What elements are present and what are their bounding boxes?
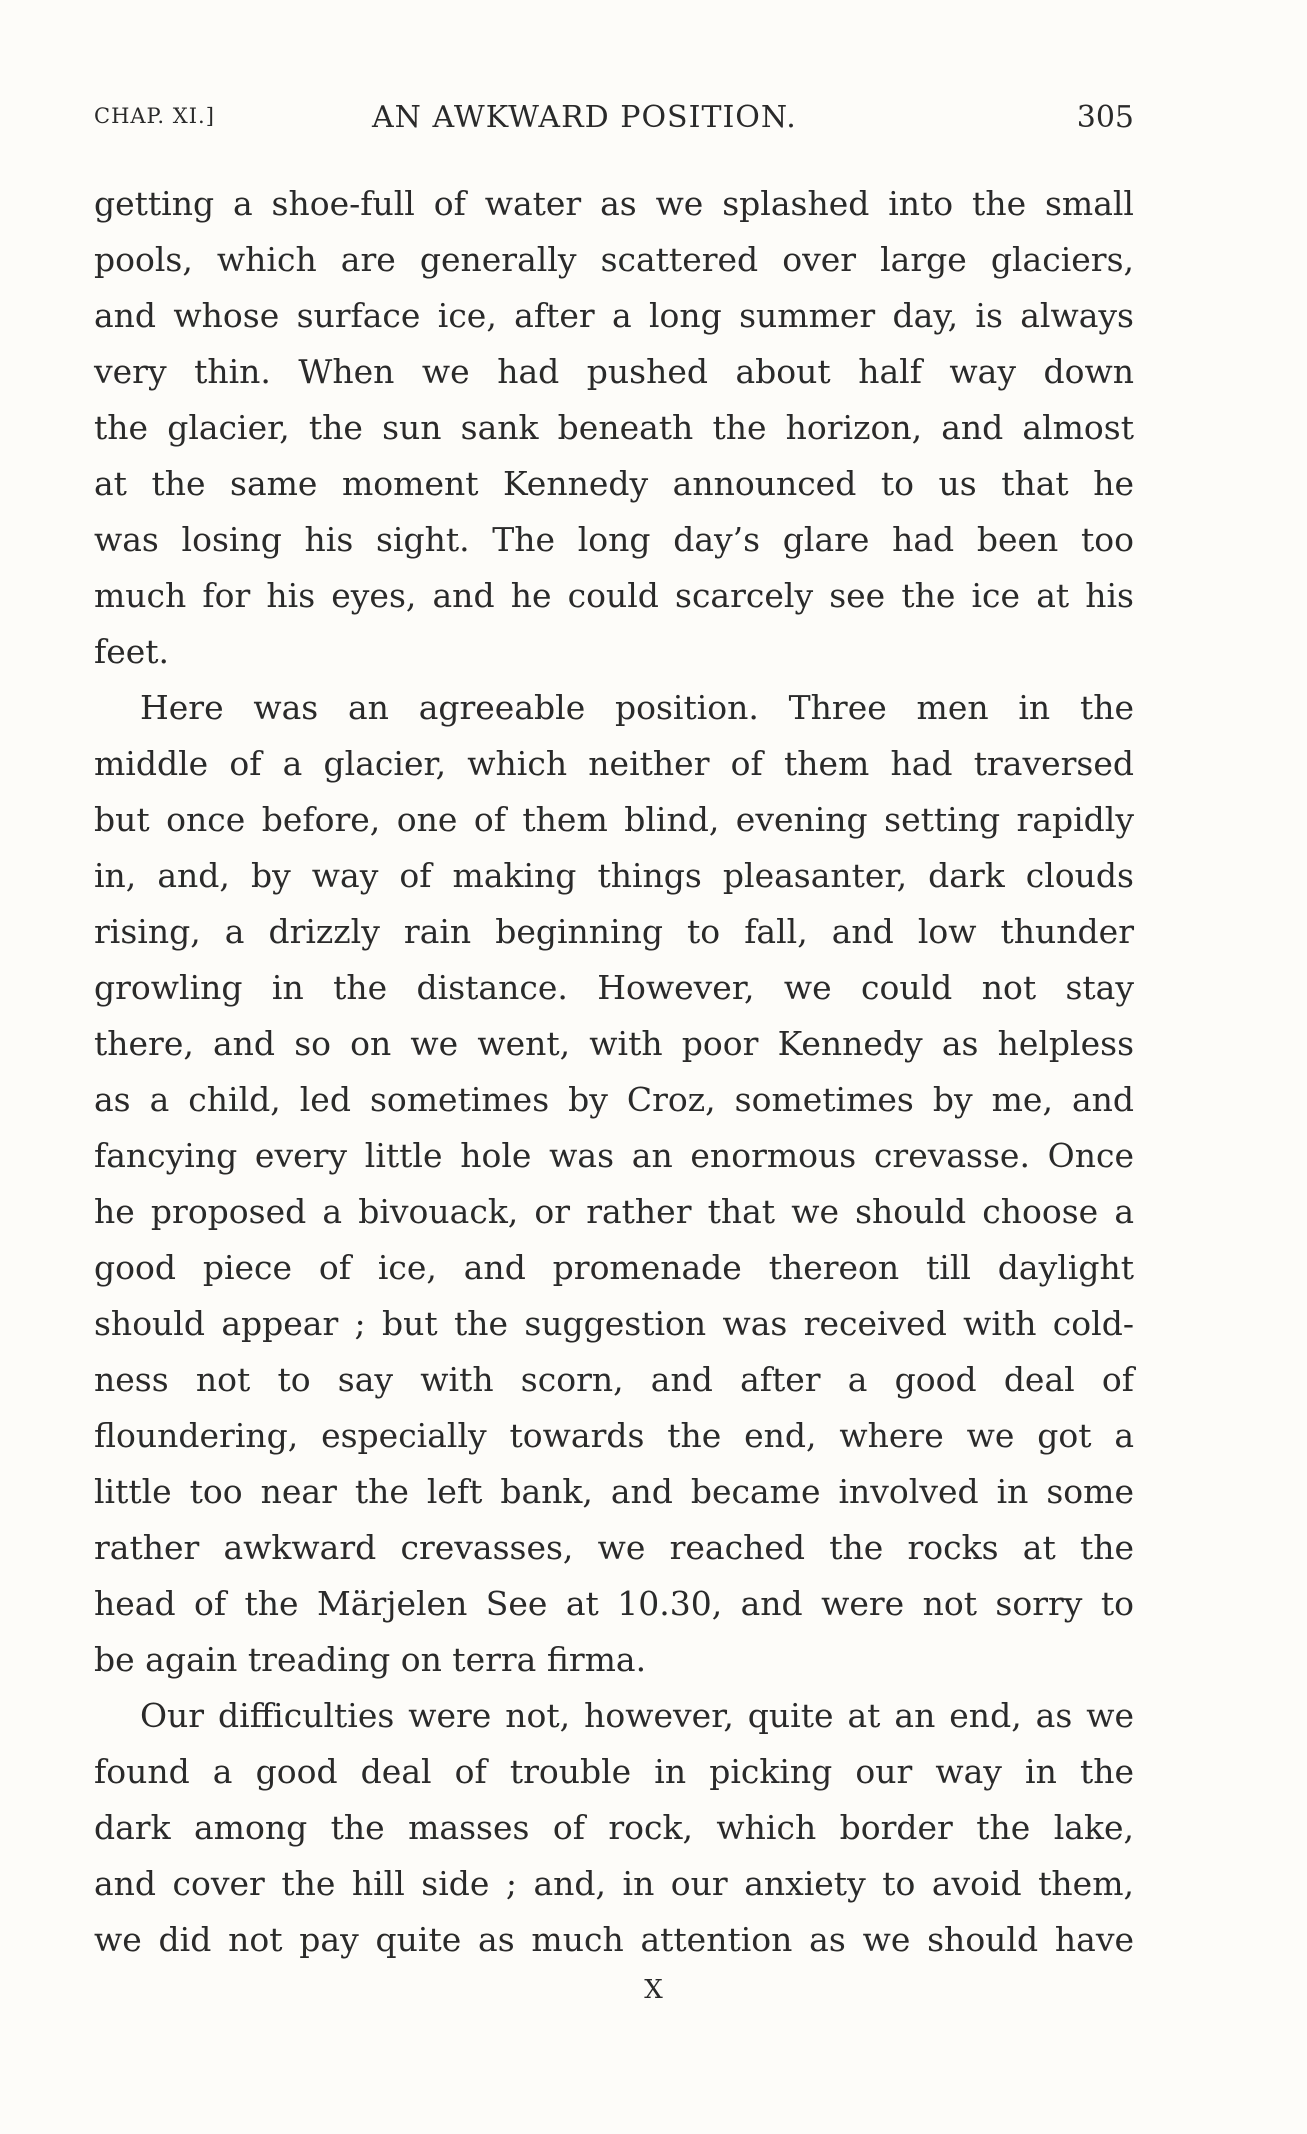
signature-mark: X xyxy=(644,1975,663,2005)
text-line: ness not to say with scorn, and after a good deal of xyxy=(94,1360,1134,1399)
text-line: rising, a drizzly rain beginning to fall, and low thunder xyxy=(94,912,1134,951)
chapter-title: AN AWKWARD POSITION. xyxy=(372,100,797,135)
text-line: rather awkward crevasses, we reached the rocks at the xyxy=(94,1528,1134,1567)
text-line: should appear ; but the suggestion was received with cold- xyxy=(94,1304,1134,1343)
text-line: head of the Märjelen See at 10.30, and were not sorry to xyxy=(94,1584,1134,1623)
text-line: pools, which are generally scattered over large glaciers, xyxy=(94,240,1134,279)
text-line: the glacier, the sun sank beneath the horizon, and almost xyxy=(94,408,1134,447)
text-line: we did not pay quite as much attention as we should have xyxy=(94,1920,1134,1959)
text-line: he proposed a bivouack, or rather that we should choose a xyxy=(94,1192,1134,1231)
text-line: middle of a glacier, which neither of them had traversed xyxy=(94,744,1134,783)
text-line: was losing his sight. The long day’s glare had been too xyxy=(94,520,1134,559)
text-line: little too near the left bank, and became involved in some xyxy=(94,1472,1134,1511)
text-line: feet. xyxy=(94,632,170,671)
paragraph-start-line: Here was an agreeable position. Three men in the xyxy=(140,688,1134,727)
text-line: very thin. When we had pushed about half way down xyxy=(94,352,1134,391)
text-line: at the same moment Kennedy announced to us that he xyxy=(94,464,1134,503)
text-line: fancying every little hole was an enormous crevasse. Once xyxy=(94,1136,1134,1175)
text-line: found a good deal of trouble in picking our way in the xyxy=(94,1752,1134,1791)
text-line: as a child, led sometimes by Croz, sometimes by me, and xyxy=(94,1080,1134,1119)
text-line: much for his eyes, and he could scarcely see the ice at his xyxy=(94,576,1134,615)
text-line: there, and so on we went, with poor Kennedy as helpless xyxy=(94,1024,1134,1063)
text-line: dark among the masses of rock, which border the lake, xyxy=(94,1808,1134,1847)
page-number: 305 xyxy=(1076,100,1134,135)
text-line: and whose surface ice, after a long summer day, is always xyxy=(94,296,1134,335)
running-head xyxy=(94,100,1134,140)
text-line: be again treading on terra firma. xyxy=(94,1640,647,1679)
text-line: growling in the distance. However, we could not stay xyxy=(94,968,1134,1007)
paragraph-start-line: Our difficulties were not, however, quite at an end, as we xyxy=(140,1696,1134,1735)
text-line: but once before, one of them blind, evening setting rapidly xyxy=(94,800,1134,839)
text-line: good piece of ice, and promenade thereon till daylight xyxy=(94,1248,1134,1287)
text-line: getting a shoe-full of water as we splashed into the small xyxy=(94,184,1134,223)
text-line: and cover the hill side ; and, in our anxiety to avoid them, xyxy=(94,1864,1134,1903)
text-line: floundering, especially towards the end, where we got a xyxy=(94,1416,1134,1455)
chapter-label: CHAP. XI.] xyxy=(94,104,215,128)
body-text xyxy=(94,176,1134,1968)
text-line: in, and, by way of making things pleasanter, dark clouds xyxy=(94,856,1134,895)
